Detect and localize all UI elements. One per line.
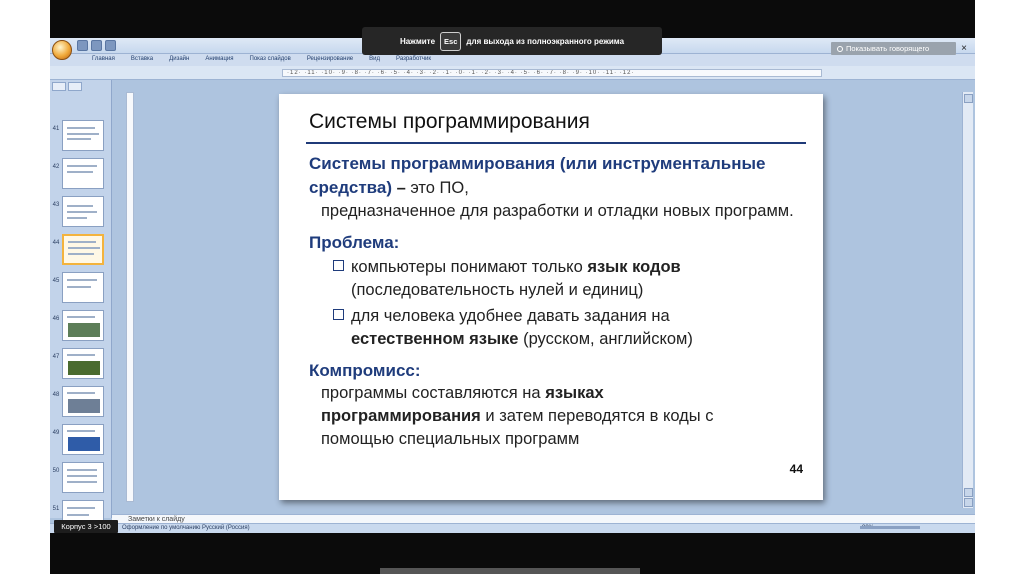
problem-heading: Проблема: xyxy=(309,233,400,252)
slide-thumbnail[interactable] xyxy=(62,348,104,379)
vertical-scrollbar[interactable] xyxy=(962,92,973,508)
tab-developer[interactable]: Разработчик xyxy=(396,56,432,62)
slide-thumbnail[interactable] xyxy=(62,310,104,341)
title-underline xyxy=(306,142,806,144)
slide-canvas xyxy=(279,94,823,500)
definition-text-2: предназначенное для разработки и отладки новых программ. xyxy=(321,202,794,220)
thumbnail-number: 51 xyxy=(52,506,60,512)
thumbnail-number: 49 xyxy=(52,430,60,436)
compromise-bold-1: языках xyxy=(545,384,604,402)
tab-animation[interactable]: Анимация xyxy=(205,56,234,62)
thumbnail-number: 45 xyxy=(52,278,60,284)
slide-thumbnail[interactable] xyxy=(62,196,104,227)
tab-home[interactable]: Главная xyxy=(92,56,115,62)
esc-key-badge: Esc xyxy=(440,32,461,51)
slide-thumbnail[interactable] xyxy=(62,158,104,189)
bullet-item xyxy=(309,305,799,351)
quick-access-toolbar xyxy=(77,40,116,51)
slide-thumbnail[interactable] xyxy=(62,462,104,493)
bullet-2-text-2: (русском, английском) xyxy=(518,330,693,348)
thumbnail-number: 46 xyxy=(52,316,60,322)
scroll-up-icon[interactable] xyxy=(964,94,973,103)
status-language: Русский (Россия) xyxy=(202,525,250,531)
right-border xyxy=(975,0,1024,574)
definition-text-1: это ПО, xyxy=(410,179,469,197)
tab-design[interactable]: Дизайн xyxy=(169,56,190,62)
checkbox-bullet-icon xyxy=(333,309,344,320)
checkbox-bullet-icon xyxy=(333,260,344,271)
slide-page-number: 44 xyxy=(789,462,803,476)
tab-slideshow[interactable]: Показ слайдов xyxy=(249,56,291,62)
show-speaker-button[interactable] xyxy=(831,42,956,55)
tab-slides[interactable] xyxy=(52,82,66,91)
scroll-prev-slide-icon[interactable] xyxy=(964,488,973,497)
slide-thumbnail[interactable] xyxy=(62,424,104,455)
thumbnail-number: 44 xyxy=(52,240,60,246)
thumbnail-number: 42 xyxy=(52,164,60,170)
office-button[interactable] xyxy=(52,40,72,60)
slide-title: Системы программирования xyxy=(309,110,590,133)
fullscreen-message: для выхода из полноэкранного режима xyxy=(466,36,625,46)
slide-thumbnail[interactable] xyxy=(62,386,104,417)
definition-paragraph xyxy=(309,152,799,223)
bullet-2-bold: естественном языке xyxy=(351,330,519,348)
tab-review[interactable]: Рецензирование xyxy=(306,56,354,62)
definition-dash: – xyxy=(391,179,411,197)
slides-panel xyxy=(50,80,112,518)
tab-outline[interactable] xyxy=(68,82,82,91)
status-bar xyxy=(50,523,975,533)
fullscreen-press-text: Нажмите xyxy=(399,36,436,46)
bullet-2-text: для человека удобнее давать задания на xyxy=(351,307,670,325)
bullet-1-bold: язык кодов xyxy=(587,258,681,276)
compromise-text-2: и затем переводятся в коды с xyxy=(480,407,714,425)
bullet-1-text: компьютеры понимают только xyxy=(351,258,588,276)
redo-icon[interactable] xyxy=(105,40,116,51)
ribbon-tabs xyxy=(50,54,975,66)
notes-pane[interactable]: Заметки к слайду xyxy=(112,514,975,524)
bullet-1-text-2: (последовательность нулей и единиц) xyxy=(351,281,644,299)
tab-insert[interactable]: Вставка xyxy=(130,56,154,62)
bullet-item xyxy=(309,256,799,302)
thumbnail-number: 41 xyxy=(52,126,60,132)
undo-icon[interactable] xyxy=(91,40,102,51)
video-progress-strip xyxy=(380,568,640,574)
compromise-text-1: программы составляются на xyxy=(321,384,546,402)
thumbnail-number: 48 xyxy=(52,392,60,398)
horizontal-ruler: ·12· ·11· ·10· ·9· ·8· ·7· ·6· ·5· ·4· ·3· ·2· ·1· ·0· ·1· ·2· ·3· ·4· ·5· ·6· ·7· ·8· ·9· ·10· ·11· ·12· xyxy=(282,69,822,77)
tab-view[interactable]: Вид xyxy=(369,56,381,62)
corpus-label: Корпус 3 >100 xyxy=(54,520,118,533)
thumbnail-number: 50 xyxy=(52,468,60,474)
thumbnail-number: 43 xyxy=(52,202,60,208)
compromise-bold-2: программирования xyxy=(321,407,481,425)
vertical-ruler xyxy=(126,92,134,502)
status-theme: Оформление по умолчанию xyxy=(122,525,201,531)
definition-heading: Системы программирования (или инструментальные средства) xyxy=(309,154,766,197)
show-speaker-label: Показывать говорящего xyxy=(846,44,930,53)
slide-thumbnail-current[interactable] xyxy=(62,234,104,265)
powerpoint-window xyxy=(50,38,975,533)
panel-tabs xyxy=(52,82,108,92)
compromise-text-3: помощью специальных программ xyxy=(321,430,580,448)
thumbnail-number: 47 xyxy=(52,354,60,360)
slide-thumbnail[interactable] xyxy=(62,120,104,151)
zoom-slider[interactable] xyxy=(860,526,920,529)
compromise-heading: Компромисс: xyxy=(309,361,421,380)
slide-thumbnail[interactable] xyxy=(62,272,104,303)
scroll-next-slide-icon[interactable] xyxy=(964,498,973,507)
compromise-text xyxy=(309,382,799,451)
close-icon[interactable]: × xyxy=(961,43,967,54)
slide-body xyxy=(309,152,799,451)
save-icon[interactable] xyxy=(77,40,88,51)
fullscreen-notice xyxy=(362,27,662,55)
left-border xyxy=(0,0,50,574)
person-icon xyxy=(837,46,843,52)
